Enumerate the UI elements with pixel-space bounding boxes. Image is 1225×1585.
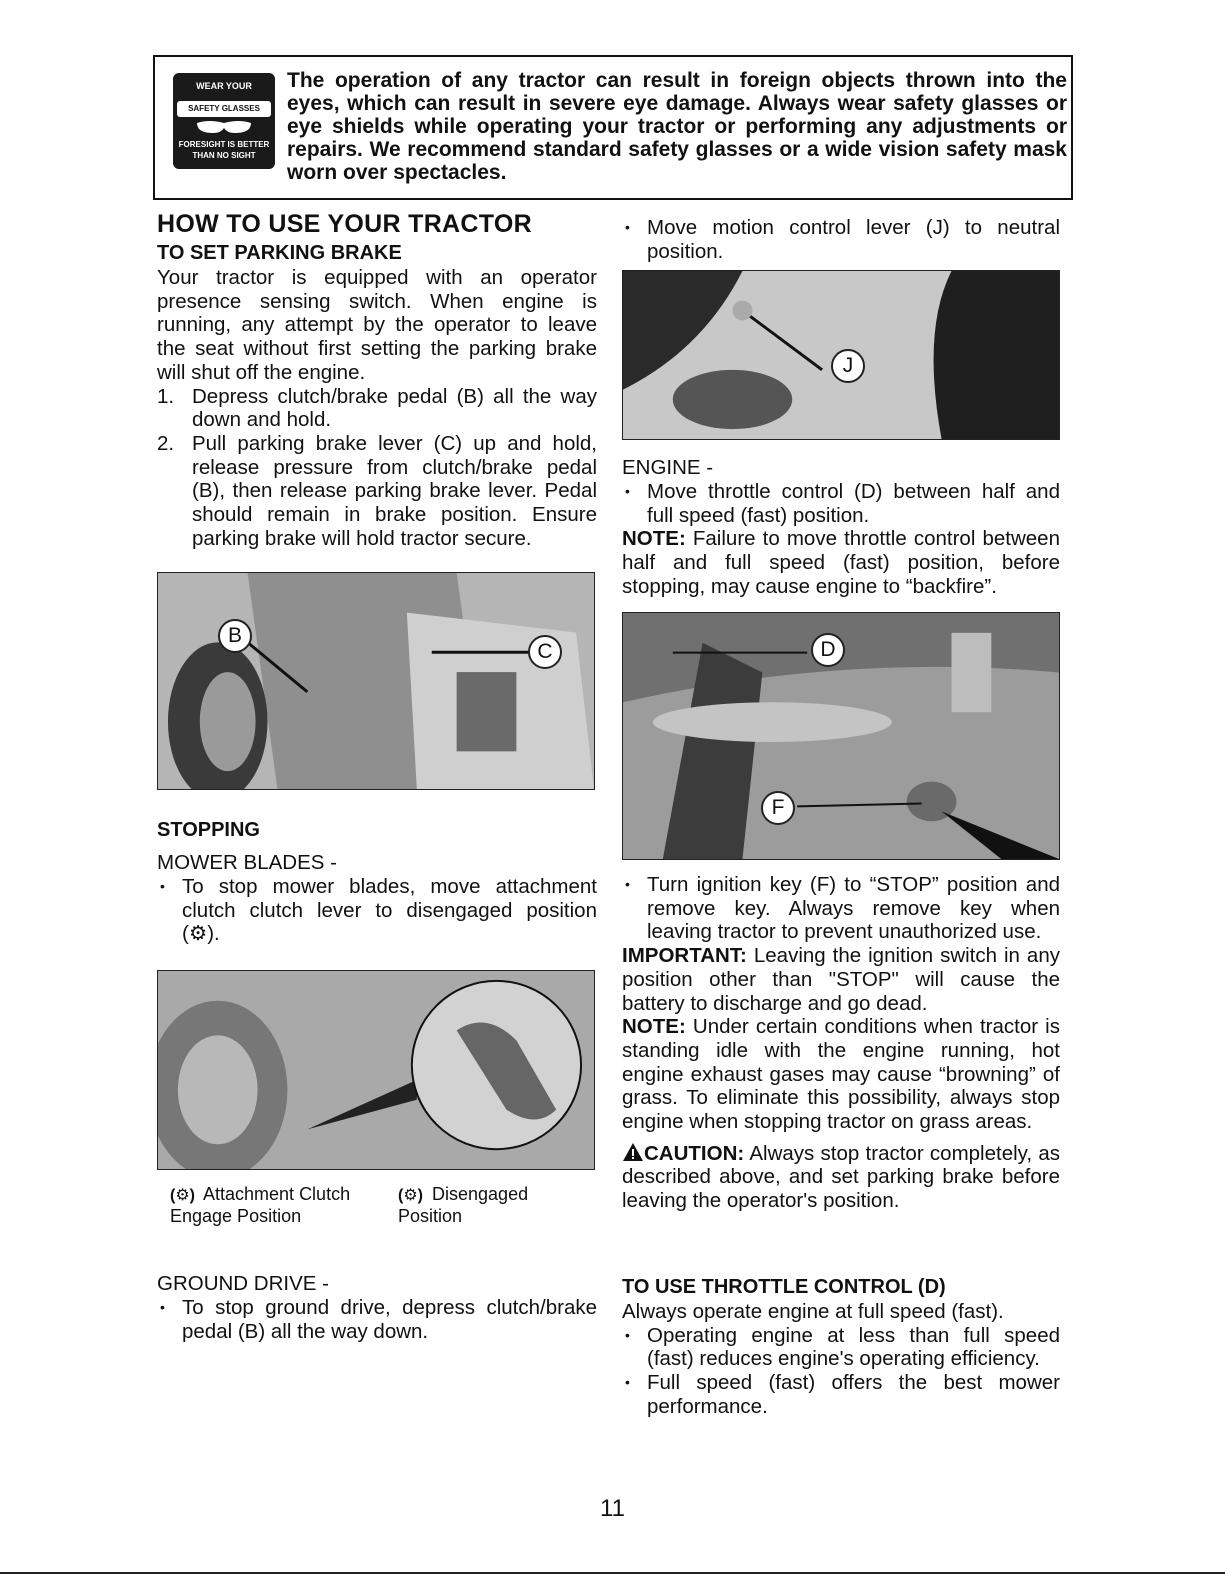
important-note [622, 944, 1060, 1015]
parking-brake-intro: Your tractor is equipped with an operator presence sensing switch. When engine is running, any attempt by the operator to leave the seat without first setting the parking brake will shut off the engine. [157, 266, 597, 384]
ground-drive-subheading: GROUND DRIVE - [157, 1272, 329, 1295]
note-text: Under certain conditions when tractor is standing idle with the engine running, hot engine exhaust gases may cause “browning” of grass. To eliminate this possibility, always stop engine when stopping tractor on grass areas. [622, 1015, 1060, 1134]
engage-label: Attachment Clutch Engage Position [170, 1184, 351, 1226]
throttle-heading: TO USE THROTTLE CONTROL (D) [622, 1276, 946, 1298]
motion-control-photo [622, 270, 1060, 440]
callout-c: C [528, 635, 562, 669]
callout-f: F [761, 791, 795, 825]
stopping-section [157, 815, 597, 946]
ground-drive-section [157, 1272, 597, 1343]
callout-d: D [811, 633, 845, 667]
throttle-bullet-2: • Full speed (fast) offers the best mower performance. [622, 1371, 1060, 1418]
throttle-intro: Always operate engine at full speed (fast). [622, 1300, 1004, 1323]
logo-top-text: WEAR YOUR [196, 81, 252, 91]
mower-blades-bullet: • To stop mower blades, move attachment clutch clutch lever to disengaged position (⚙). [157, 875, 597, 946]
engine-section [622, 456, 1060, 599]
throttle-bullet-1: • Operating engine at less than full speed (fast) reduces engine's operating efficiency. [622, 1324, 1060, 1371]
motion-control-bullet: • Move motion control lever (J) to neutral position. [622, 216, 1060, 263]
caution-text: Always stop tractor completely, as described above, and set parking brake before leaving the operator's position. [622, 1141, 1060, 1213]
caution-note [622, 1142, 1060, 1213]
ignition-bullet: • Turn ignition key (F) to “STOP” position and remove key. Always remove key when leaving tractor to prevent unauthorized use. [622, 873, 1060, 944]
throttle-section [622, 1272, 1060, 1419]
page-number: 11 [600, 1495, 625, 1522]
left-column [157, 210, 597, 550]
warning-triangle-icon [622, 1142, 644, 1162]
parking-brake-photo [157, 572, 595, 790]
footer-rule [0, 1572, 1225, 1574]
important-text: Leaving the ignition switch in any position other than "STOP" will cause the battery to discharge and go dead. [622, 944, 1060, 1015]
callout-j: J [831, 349, 865, 383]
important-label: IMPORTANT: [622, 944, 747, 968]
warning-text: The operation of any tractor can result in foreign objects thrown into the eyes, which can result in severe eye damage. Always wear safety glasses or eye shields while operating your tractor or performing any adjustments or repairs. We recommend standard safety glasses or a wide vision safety mask worn over spectacles. [287, 69, 1067, 184]
safety-glasses-logo [173, 73, 275, 169]
ground-drive-bullet: • To stop ground drive, depress clutch/brake pedal (B) all the way down. [157, 1296, 597, 1343]
step-number: 2. [157, 431, 175, 455]
ignition-section [622, 873, 1060, 1213]
disengage-symbol: (⚙) [398, 1187, 423, 1204]
logo-mid-text: SAFETY GLASSES [177, 101, 271, 117]
note-backfire [622, 527, 1060, 598]
disengage-label: Disengaged Position [398, 1184, 529, 1226]
engine-subheading: ENGINE - [622, 456, 714, 479]
note-label: NOTE: [622, 527, 686, 551]
parking-step-2 [157, 432, 597, 551]
throttle-ignition-photo [622, 612, 1060, 860]
engage-symbol: (⚙) [170, 1187, 195, 1204]
callout-b: B [218, 619, 252, 653]
goggles-icon [195, 119, 253, 135]
parking-step-1 [157, 385, 597, 432]
note-text: Failure to move throttle control between half and full speed (fast) position, before stopping, may cause engine to “backfire”. [622, 527, 1060, 598]
attachment-clutch-photo [157, 970, 595, 1170]
section-title: HOW TO USE YOUR TRACTOR [157, 210, 532, 238]
logo-bottom-text: FORESIGHT IS BETTER THAN NO SIGHT [178, 140, 270, 160]
legend-engage [170, 1184, 390, 1227]
browning-note [622, 1015, 1060, 1134]
parking-brake-heading: TO SET PARKING BRAKE [157, 242, 402, 264]
step-text: Depress clutch/brake pedal (B) all the way down and hold. [192, 384, 597, 432]
step-number: 1. [157, 384, 175, 408]
stopping-heading: STOPPING [157, 819, 260, 841]
motion-control-section [622, 216, 1060, 263]
eye-safety-warning-box [153, 55, 1073, 200]
mower-blades-subheading: MOWER BLADES - [157, 851, 337, 874]
note-label: NOTE: [622, 1015, 686, 1039]
step-text: Pull parking brake lever (C) up and hold, release pressure from clutch/brake pedal (B), then release parking brake lever. Pedal should remain in brake position. Ensure parking brake will hold tractor secure. [192, 431, 597, 550]
legend-disengage [398, 1184, 588, 1227]
engine-bullet: • Move throttle control (D) between half and full speed (fast) position. [622, 480, 1060, 527]
caution-label: CAUTION: [644, 1141, 745, 1165]
